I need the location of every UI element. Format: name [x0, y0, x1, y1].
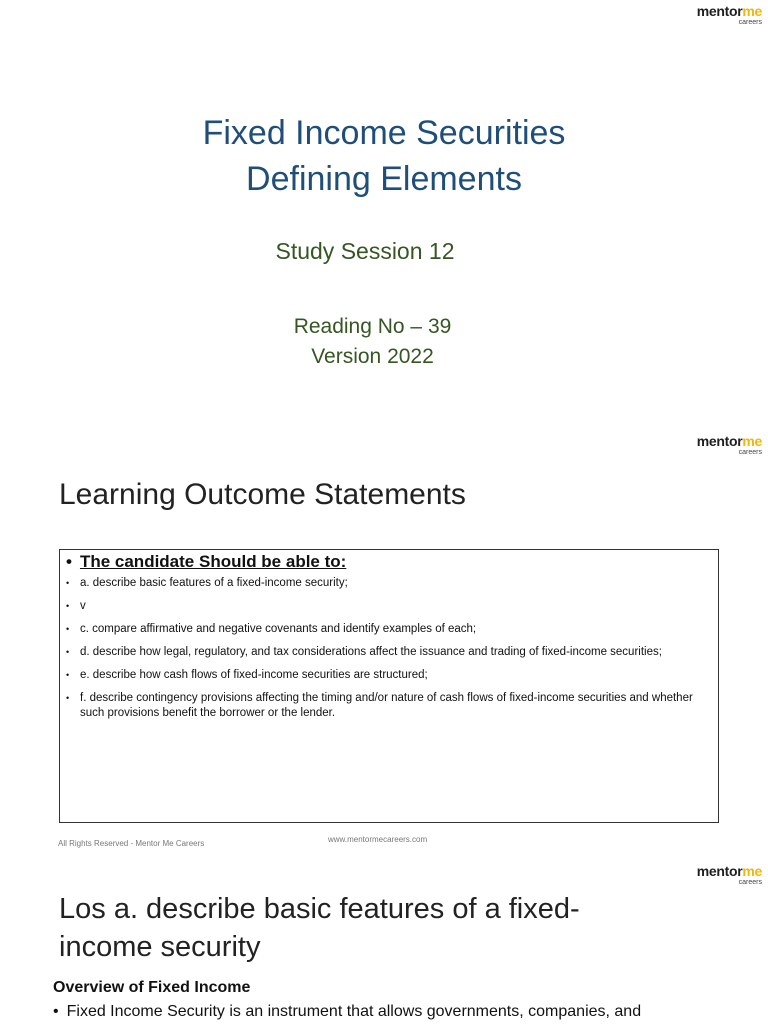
list-item: • a. describe basic features of a fixed-income security;: [66, 577, 348, 589]
slide-heading: Los a. describe basic features of a fixed-income security: [59, 893, 580, 963]
reading-number: Reading No – 39: [293, 315, 452, 338]
bullet-icon: •: [66, 624, 70, 634]
bullet-icon: •: [53, 1003, 59, 1020]
los-box: [59, 549, 719, 823]
slide-title: [0, 110, 768, 202]
list-item: • c. compare affirmative and negative covenants and identify examples of each;: [66, 623, 477, 635]
los-a-slide: [0, 860, 768, 1024]
reading-info: [0, 312, 745, 372]
study-session: Study Session 12: [275, 238, 455, 264]
bullet-icon: •: [66, 578, 70, 588]
list-item: • f. describe contingency provisions affecting the timing and/or nature of cash flows of fixed-income securities and whether such provisions benefit the borrower or the lender.: [66, 692, 693, 719]
bullet-icon: •: [66, 601, 70, 611]
list-item: • e. describe how cash flows of fixed-income securities are structured;: [66, 669, 428, 681]
slide-heading: Learning Outcome Statements: [59, 478, 466, 511]
los-slide: [0, 430, 768, 860]
bullet-icon: •: [66, 693, 70, 703]
bullet-icon: •: [66, 552, 72, 571]
title-slide: [0, 0, 768, 430]
footer-website: www.mentormecareers.com: [328, 835, 428, 844]
mentorme-logo: mentorme careers: [696, 3, 762, 26]
list-item: • v: [66, 600, 86, 612]
bullet-icon: •: [66, 647, 70, 657]
mentorme-logo: mentorme careers: [696, 863, 762, 886]
los-lead: • The candidate Should be able to:: [66, 552, 347, 571]
los-list: [66, 576, 710, 721]
list-item: • Fixed Income Security is an instrument that allows governments, companies, and: [53, 1003, 642, 1020]
bullet-icon: •: [66, 670, 70, 680]
footer-copyright: All Rights Reserved - Mentor Me Careers: [58, 839, 205, 848]
list-item: • d. describe how legal, regulatory, and tax considerations affect the issuance and trading of fixed-income securities;: [66, 646, 662, 658]
title-line-2: Defining Elements: [246, 160, 522, 198]
version: Version 2022: [311, 345, 434, 368]
title-line-1: Fixed Income Securities: [202, 114, 566, 152]
section-heading: Overview of Fixed Income: [53, 979, 251, 996]
mentorme-logo: mentorme careers: [696, 433, 762, 456]
